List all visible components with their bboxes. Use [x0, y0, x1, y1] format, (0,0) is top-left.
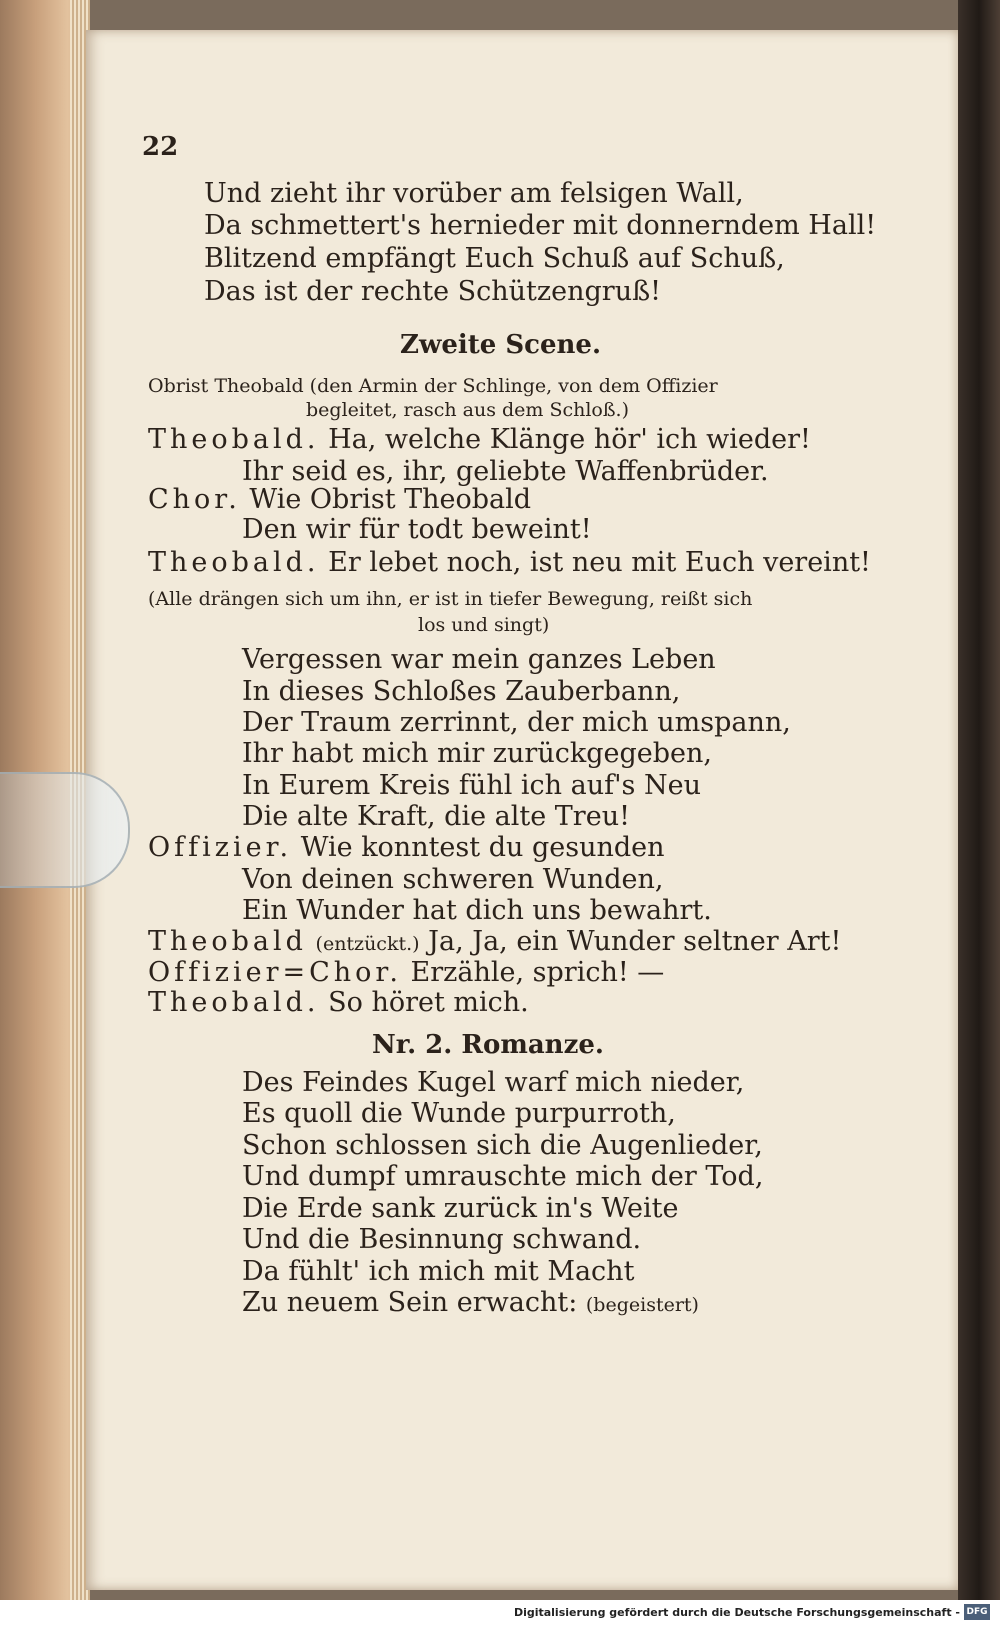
- romance-line: Die Erde sank zurück in's Weite: [242, 1193, 679, 1224]
- dialogue-text: Wie Obrist Theobald: [249, 484, 532, 515]
- dialogue-line: Ihr seid es, ihr, geliebte Waffenbrüder.: [242, 456, 769, 487]
- dialogue-text: Wie konntest du gesunden: [300, 832, 665, 863]
- song-line: In Eurem Kreis fühl ich auf's Neu: [242, 770, 701, 801]
- speaker-name: Theobald.: [148, 547, 320, 578]
- dialogue-line: Von deinen schweren Wunden,: [242, 864, 664, 895]
- dialogue-text: So höret mich.: [328, 987, 529, 1018]
- page-clip: [0, 772, 130, 888]
- stage-direction: los und singt): [418, 614, 550, 636]
- song-line: Vergessen war mein ganzes Leben: [242, 644, 716, 675]
- speaker-name: Theobald.: [148, 987, 320, 1018]
- dialogue-text: Ha, welche Klänge hör' ich wieder!: [328, 424, 811, 455]
- verse-line: Blitzend empfängt Euch Schuß auf Schuß,: [204, 243, 785, 274]
- romance-line: Es quoll die Wunde purpurroth,: [242, 1098, 676, 1129]
- dialogue-line: [148, 832, 665, 863]
- dialogue-line: [148, 424, 811, 455]
- speaker-name: Theobald: [148, 926, 307, 957]
- romance-text: Zu neuem Sein erwacht:: [242, 1287, 578, 1318]
- romance-line: Schon schlossen sich die Augenlieder,: [242, 1130, 763, 1161]
- romance-line: Und die Besinnung schwand.: [242, 1224, 642, 1255]
- page-number: 22: [142, 132, 179, 162]
- dialogue-line: [148, 926, 841, 957]
- romance-line: [242, 1287, 699, 1318]
- romance-line: Da fühlt' ich mich mit Macht: [242, 1256, 635, 1287]
- dialogue-line: [148, 987, 529, 1018]
- verse-line: Und zieht ihr vorüber am felsigen Wall,: [204, 178, 744, 209]
- dialogue-line: Ein Wunder hat dich uns bewahrt.: [242, 895, 712, 926]
- romance-line: Und dumpf umrauschte mich der Tod,: [242, 1161, 764, 1192]
- song-line: Ihr habt mich mir zurückgegeben,: [242, 738, 712, 769]
- stage-direction: Obrist Theobald (den Armin der Schlinge, von dem Offizier: [148, 375, 718, 397]
- speaker-name: Offizier=Chor.: [148, 957, 402, 988]
- dfg-logo: DFG: [964, 1604, 990, 1620]
- verse-line: Das ist der rechte Schützengruß!: [204, 276, 661, 307]
- stage-direction: (begeistert): [585, 1294, 699, 1316]
- romance-line: Des Feindes Kugel warf mich nieder,: [242, 1067, 745, 1098]
- verse-line: Da schmettert's hernieder mit donnerndem Hall!: [204, 210, 877, 241]
- dialogue-line: [148, 957, 664, 988]
- dialogue-line: [148, 547, 871, 578]
- speaker-name: Chor.: [148, 484, 241, 515]
- stage-direction: begleitet, rasch aus dem Schloß.): [306, 399, 630, 421]
- romance-heading: Nr. 2. Romanze.: [372, 1030, 604, 1060]
- speaker-name: Offizier.: [148, 832, 293, 863]
- dialogue-line: Den wir für todt beweint!: [242, 514, 592, 545]
- song-line: Die alte Kraft, die alte Treu!: [242, 801, 630, 832]
- song-line: In dieses Schloßes Zauberbann,: [242, 676, 681, 707]
- song-line: Der Traum zerrinnt, der mich umspann,: [242, 707, 791, 738]
- stage-direction: (Alle drängen sich um ihn, er ist in tiefer Bewegung, reißt sich: [148, 588, 753, 610]
- dialogue-text: Erzähle, sprich! —: [410, 957, 665, 988]
- dialogue-text: Ja, Ja, ein Wunder seltner Art!: [428, 926, 842, 957]
- scene-heading: Zweite Scene.: [400, 330, 602, 360]
- dialogue-line: [148, 484, 531, 515]
- book-spine: [958, 0, 1000, 1627]
- footer-credit: Digitalisierung gefördert durch die Deutsche Forschungsgemeinschaft -: [513, 1606, 960, 1619]
- dialogue-text: Er lebet noch, ist neu mit Euch vereint!: [328, 547, 871, 578]
- speaker-name: Theobald.: [148, 424, 320, 455]
- stage-direction: (entzückt.): [315, 933, 420, 955]
